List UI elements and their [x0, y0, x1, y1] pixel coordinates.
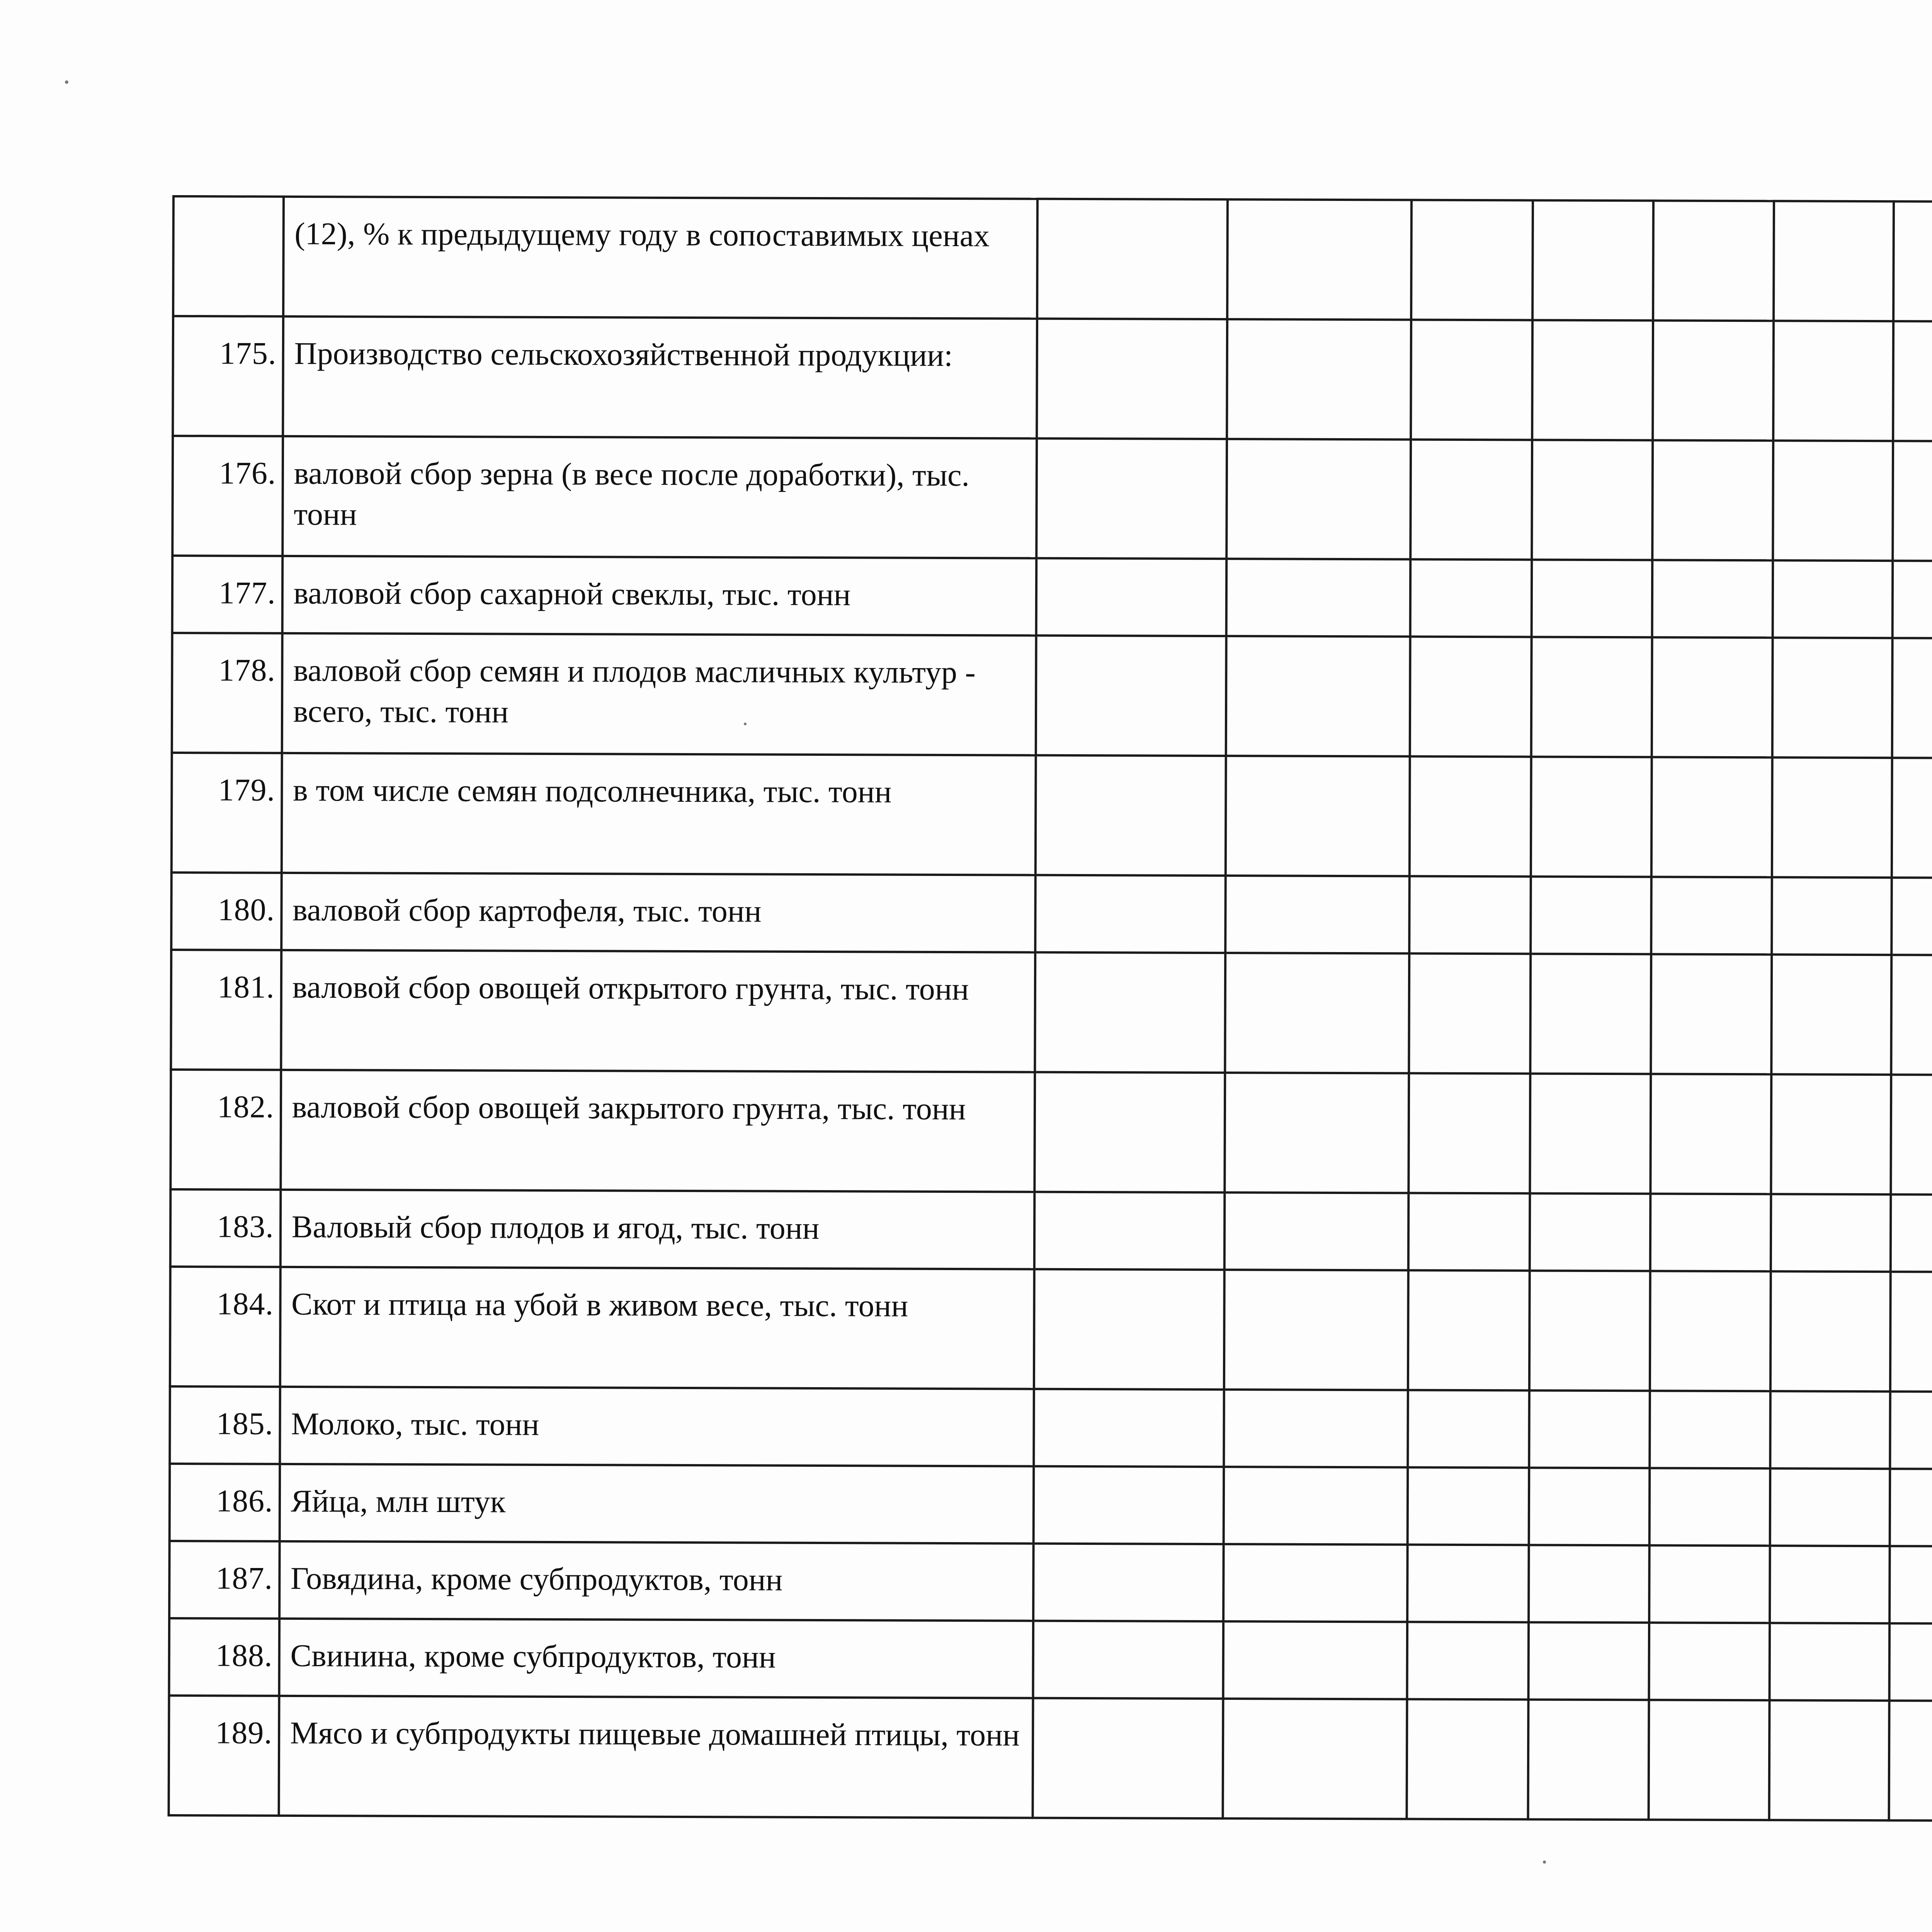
- indicator-name: Говядина, кроме субпродуктов, тонн: [279, 1541, 1034, 1621]
- table-row: [170, 1267, 1932, 1394]
- value-cell[interactable]: [1770, 1546, 1890, 1623]
- row-number: 183.: [170, 1189, 281, 1267]
- value-cell[interactable]: [1225, 953, 1409, 1073]
- row-number: [173, 196, 284, 316]
- value-cell[interactable]: [1889, 1546, 1932, 1624]
- value-cell[interactable]: [1408, 1468, 1529, 1545]
- value-cell[interactable]: [1033, 1698, 1223, 1818]
- value-cell[interactable]: [1771, 1074, 1891, 1194]
- value-cell[interactable]: [1531, 876, 1651, 954]
- value-cell[interactable]: [1773, 440, 1893, 561]
- table-row: [172, 436, 1932, 563]
- value-cell[interactable]: [1531, 757, 1652, 877]
- value-cell[interactable]: [1650, 1271, 1771, 1391]
- value-cell[interactable]: [1037, 319, 1227, 439]
- value-cell[interactable]: [1891, 1075, 1932, 1195]
- value-cell[interactable]: [1772, 877, 1892, 955]
- value-cell[interactable]: [1653, 201, 1774, 321]
- value-cell[interactable]: [1772, 757, 1892, 878]
- value-cell[interactable]: [1774, 201, 1894, 321]
- value-cell[interactable]: [1226, 636, 1410, 756]
- value-cell[interactable]: [1408, 1390, 1529, 1468]
- value-cell[interactable]: [1650, 1074, 1771, 1194]
- indicator-name: валовой сбор семян и плодов масличных культур - всего, тыс. тонн: [282, 633, 1036, 755]
- value-cell[interactable]: [1035, 875, 1225, 953]
- value-cell[interactable]: [1227, 199, 1412, 320]
- value-cell[interactable]: [1224, 1467, 1408, 1544]
- value-cell[interactable]: [1649, 1545, 1770, 1623]
- row-number: 178.: [172, 633, 282, 753]
- indicator-name: Свинина, кроме субпродуктов, тонн: [279, 1619, 1033, 1698]
- value-cell[interactable]: [1770, 1271, 1891, 1391]
- row-number: 186.: [170, 1464, 280, 1541]
- value-cell[interactable]: [1529, 1390, 1650, 1468]
- value-cell[interactable]: [1528, 1622, 1649, 1700]
- table-row: [172, 753, 1932, 880]
- value-cell[interactable]: [1409, 954, 1531, 1074]
- value-cell[interactable]: [1771, 954, 1892, 1075]
- value-cell[interactable]: [1770, 1468, 1890, 1546]
- value-cell[interactable]: [1891, 1194, 1932, 1272]
- table-row: [171, 872, 1932, 957]
- value-cell[interactable]: [1773, 321, 1894, 441]
- value-cell[interactable]: [1033, 1544, 1223, 1621]
- value-cell[interactable]: [1034, 1466, 1224, 1544]
- indicator-name: Молоко, тыс. тонн: [280, 1387, 1034, 1466]
- value-cell[interactable]: [1529, 1468, 1650, 1545]
- table-row: [173, 316, 1932, 444]
- value-cell[interactable]: [1892, 638, 1932, 758]
- value-cell[interactable]: [1772, 560, 1893, 638]
- value-cell[interactable]: [1530, 1193, 1650, 1271]
- value-cell[interactable]: [1410, 440, 1532, 560]
- table-row: [169, 1618, 1932, 1703]
- row-number: 175.: [173, 316, 283, 436]
- value-cell[interactable]: [1223, 1699, 1407, 1819]
- indicator-name: валовой сбор овощей закрытого грунта, тыс. тонн: [281, 1070, 1035, 1192]
- value-cell[interactable]: [1411, 200, 1533, 320]
- value-cell[interactable]: [1530, 1073, 1651, 1194]
- table-body: [169, 196, 1932, 1823]
- value-cell[interactable]: [1769, 1700, 1889, 1820]
- value-cell[interactable]: [1770, 1194, 1891, 1272]
- value-cell[interactable]: [1889, 1701, 1932, 1821]
- table-row: [170, 1070, 1932, 1197]
- value-cell[interactable]: [1034, 1072, 1225, 1192]
- value-cell[interactable]: [1893, 561, 1932, 638]
- value-cell[interactable]: [1531, 637, 1652, 757]
- value-cell[interactable]: [1530, 954, 1651, 1074]
- value-cell[interactable]: [1651, 757, 1772, 877]
- value-cell[interactable]: [1411, 320, 1532, 440]
- value-cell[interactable]: [1649, 1468, 1770, 1546]
- value-cell[interactable]: [1529, 1545, 1649, 1622]
- indicator-name: (12), % к предыдущему году в сопоставимых ценах: [283, 197, 1037, 319]
- table-row: [169, 1696, 1932, 1823]
- value-cell[interactable]: [1034, 1269, 1225, 1389]
- table-row: [170, 1189, 1932, 1274]
- value-cell[interactable]: [1653, 320, 1774, 440]
- value-cell[interactable]: [1891, 878, 1932, 955]
- value-cell[interactable]: [1223, 1544, 1408, 1622]
- value-cell[interactable]: [1410, 637, 1532, 757]
- row-number: 176.: [172, 436, 283, 556]
- row-number: 179.: [172, 753, 282, 873]
- table-row: [169, 1541, 1932, 1626]
- value-cell[interactable]: [1649, 1622, 1769, 1700]
- value-cell[interactable]: [1036, 636, 1226, 756]
- value-cell[interactable]: [1033, 1621, 1223, 1699]
- value-cell[interactable]: [1408, 1270, 1530, 1391]
- value-cell[interactable]: [1225, 1192, 1409, 1270]
- indicator-name: Валовый сбор плодов и ягод, тыс. тонн: [280, 1190, 1034, 1269]
- value-cell[interactable]: [1648, 1700, 1769, 1820]
- value-cell[interactable]: [1652, 440, 1773, 560]
- table-row: [172, 556, 1932, 641]
- value-cell[interactable]: [1409, 876, 1531, 954]
- scan-speck: [1543, 1861, 1546, 1864]
- indicator-name: валовой сбор картофеля, тыс. тонн: [281, 873, 1036, 952]
- value-cell[interactable]: [1650, 1194, 1770, 1271]
- value-cell[interactable]: [1224, 1270, 1408, 1390]
- value-cell[interactable]: [1410, 757, 1531, 877]
- row-number: 188.: [169, 1618, 279, 1696]
- value-cell[interactable]: [1226, 756, 1410, 876]
- value-cell[interactable]: [1531, 560, 1652, 637]
- value-cell[interactable]: [1893, 441, 1932, 561]
- value-cell[interactable]: [1893, 321, 1932, 441]
- value-cell[interactable]: [1770, 1391, 1890, 1469]
- value-cell[interactable]: [1532, 320, 1653, 440]
- row-number: 189.: [169, 1696, 279, 1816]
- value-cell[interactable]: [1651, 877, 1772, 954]
- value-cell[interactable]: [1769, 1623, 1889, 1701]
- value-cell[interactable]: [1035, 952, 1225, 1073]
- value-cell[interactable]: [1890, 1469, 1932, 1546]
- row-number: 187.: [169, 1541, 279, 1619]
- indicator-name: валовой сбор овощей открытого грунта, тыс. тонн: [281, 950, 1035, 1072]
- value-cell[interactable]: [1528, 1699, 1649, 1820]
- table-row: [171, 950, 1932, 1077]
- indicator-name: Производство сельскохозяйственной продукции:: [283, 316, 1037, 439]
- row-number: 185.: [170, 1386, 280, 1464]
- value-cell[interactable]: [1223, 1621, 1407, 1699]
- value-cell[interactable]: [1034, 1389, 1224, 1467]
- value-cell[interactable]: [1891, 955, 1932, 1075]
- row-number: 181.: [171, 950, 281, 1070]
- indicator-name: Скот и птица на убой в живом весе, тыс. тонн: [280, 1267, 1034, 1389]
- value-cell[interactable]: [1772, 638, 1893, 758]
- indicator-name: Яйца, млн штук: [279, 1464, 1034, 1544]
- value-cell[interactable]: [1225, 876, 1410, 953]
- indicator-name: Мясо и субпродукты пищевые домашней птицы, тонн: [279, 1696, 1033, 1818]
- table-row: [170, 1464, 1932, 1549]
- value-cell[interactable]: [1889, 1623, 1932, 1701]
- table-row: [170, 1386, 1932, 1471]
- value-cell[interactable]: [1410, 560, 1532, 637]
- row-number: 184.: [170, 1267, 281, 1387]
- value-cell[interactable]: [1226, 439, 1411, 559]
- indicator-name: валовой сбор зерна (в весе после доработки), тыс. тонн: [282, 436, 1037, 558]
- value-cell[interactable]: [1652, 560, 1772, 638]
- indicator-name: в том числе семян подсолнечника, тыс. тонн: [281, 753, 1036, 875]
- value-cell[interactable]: [1529, 1270, 1650, 1391]
- value-cell[interactable]: [1532, 440, 1653, 560]
- value-cell[interactable]: [1036, 755, 1226, 876]
- value-cell[interactable]: [1225, 1073, 1409, 1193]
- scan-speck: [65, 80, 68, 84]
- table-row: [172, 633, 1932, 760]
- value-cell[interactable]: [1408, 1073, 1530, 1194]
- indicator-name: валовой сбор сахарной свеклы, тыс. тонн: [282, 556, 1036, 636]
- value-cell[interactable]: [1227, 319, 1411, 439]
- value-cell[interactable]: [1650, 1391, 1770, 1468]
- value-cell[interactable]: [1034, 1192, 1225, 1270]
- value-cell[interactable]: [1037, 199, 1228, 319]
- value-cell[interactable]: [1407, 1699, 1529, 1819]
- value-cell[interactable]: [1408, 1193, 1530, 1271]
- value-cell[interactable]: [1893, 201, 1932, 321]
- value-cell[interactable]: [1892, 758, 1932, 878]
- value-cell[interactable]: [1651, 637, 1772, 757]
- value-cell[interactable]: [1036, 558, 1226, 636]
- value-cell[interactable]: [1890, 1391, 1932, 1469]
- value-cell[interactable]: [1036, 439, 1227, 559]
- indicator-table: [168, 195, 1932, 1824]
- row-number: 177.: [172, 556, 282, 633]
- value-cell[interactable]: [1890, 1272, 1932, 1392]
- row-number: 182.: [170, 1070, 281, 1190]
- table-row: [173, 196, 1932, 324]
- value-cell[interactable]: [1226, 559, 1411, 636]
- value-cell[interactable]: [1407, 1622, 1528, 1699]
- value-cell[interactable]: [1224, 1389, 1408, 1467]
- row-number: 180.: [171, 872, 281, 950]
- value-cell[interactable]: [1532, 200, 1653, 320]
- value-cell[interactable]: [1651, 954, 1772, 1074]
- value-cell[interactable]: [1407, 1545, 1529, 1622]
